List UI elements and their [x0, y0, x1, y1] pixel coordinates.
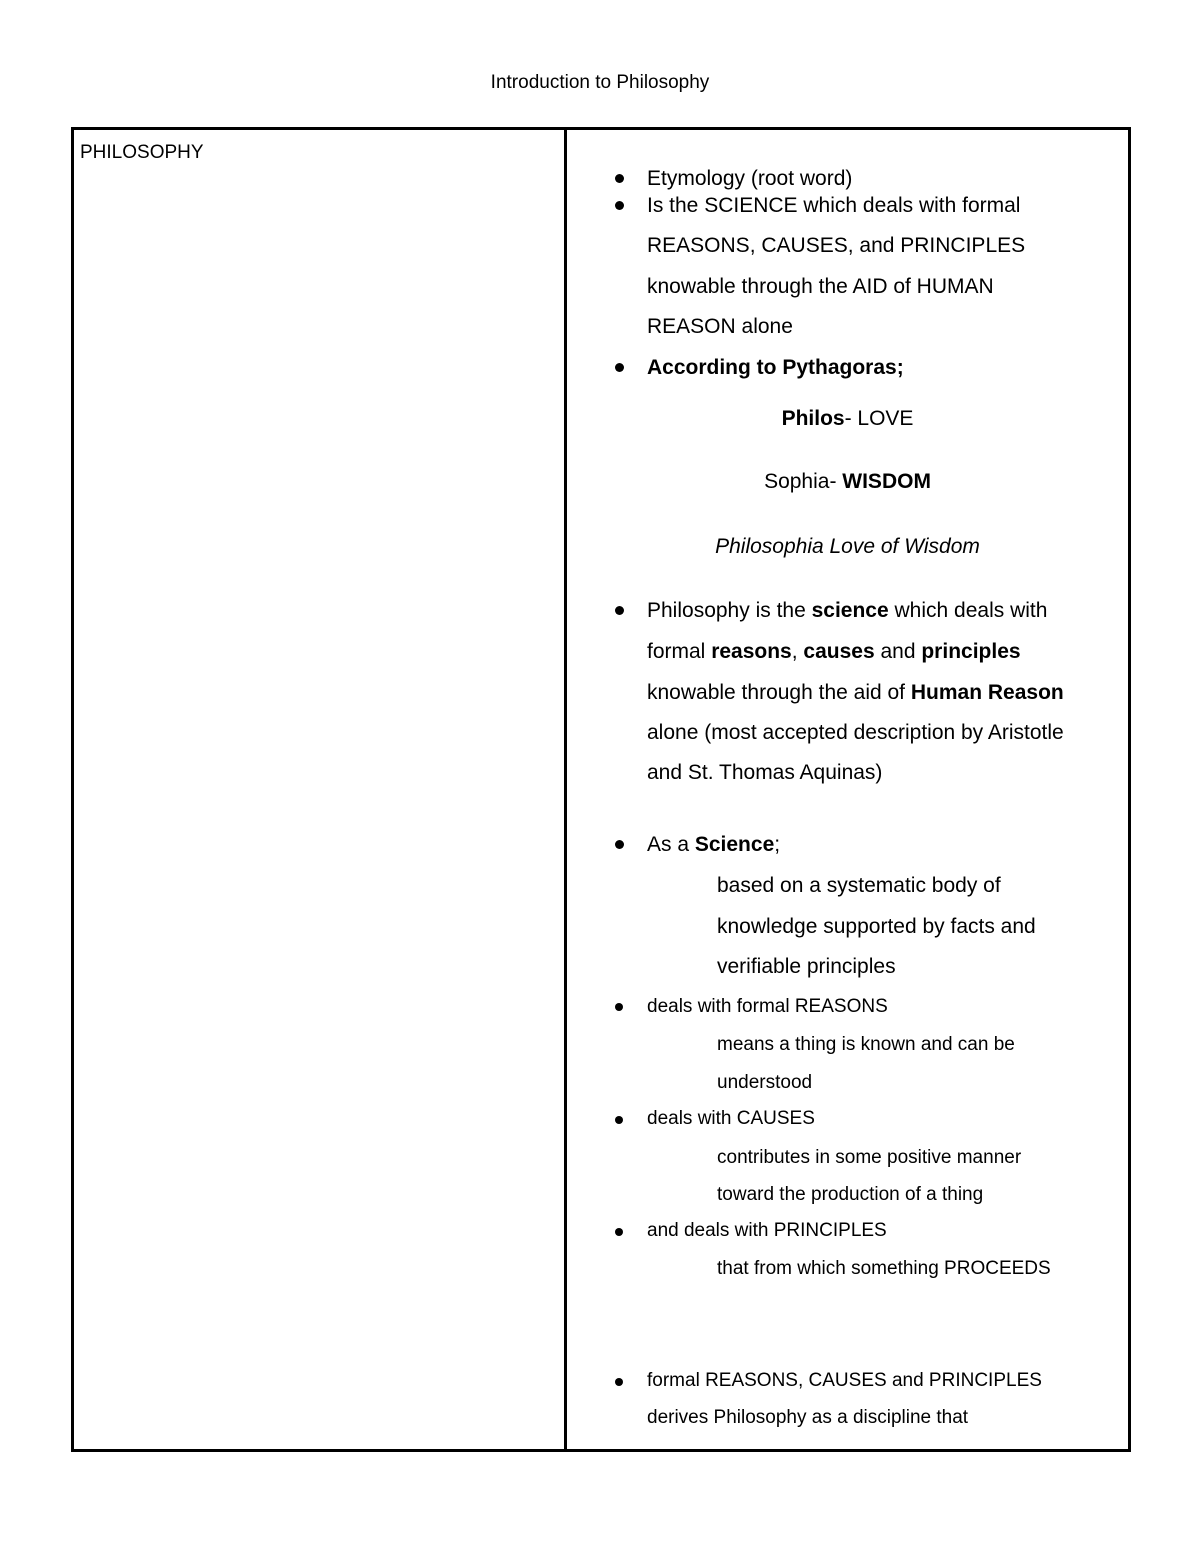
definition-line: knowable through the AID of HUMAN — [647, 275, 994, 298]
reasons-detail: understood — [717, 1072, 813, 1093]
text-span: which deals with — [888, 599, 1048, 622]
science-detail: based on a systematic body of — [717, 874, 1001, 897]
aristotle-line: and St. Thomas Aquinas) — [647, 761, 883, 784]
bullet-icon — [615, 363, 624, 372]
sophia-term: Sophia- — [764, 470, 843, 493]
etymology-text: Etymology (root word) — [647, 167, 853, 190]
bullet-icon — [615, 840, 624, 849]
causes-heading: deals with CAUSES — [647, 1108, 815, 1129]
bullet-icon — [615, 1378, 623, 1386]
reasons-detail: means a thing is known and can be — [717, 1034, 1015, 1055]
aristotle-line — [647, 600, 1047, 621]
science-detail: verifiable principles — [717, 955, 896, 978]
text-span: science — [811, 599, 889, 622]
page-header: Introduction to Philosophy — [490, 72, 710, 93]
causes-detail: contributes in some positive manner — [717, 1147, 1022, 1168]
definition-line: REASON alone — [647, 315, 793, 338]
text-span: Philosophy is the — [647, 599, 812, 622]
bullet-icon — [615, 174, 624, 183]
pythagoras-heading: According to Pythagoras; — [647, 356, 904, 379]
discipline-line: formal REASONS, CAUSES and PRINCIPLES — [647, 1370, 1042, 1391]
sophia-meaning: WISDOM — [842, 470, 931, 493]
principles-heading: and deals with PRINCIPLES — [647, 1220, 887, 1241]
reasons-heading: deals with formal REASONS — [647, 996, 888, 1017]
science-detail: knowledge supported by facts and — [717, 915, 1036, 938]
philosophia-line: Philosophia Love of Wisdom — [715, 535, 980, 558]
bullet-icon — [615, 1116, 623, 1124]
philos-line — [600, 408, 1095, 429]
science-heading — [647, 834, 780, 855]
text-span: ; — [774, 833, 781, 856]
text-span: reasons — [711, 640, 792, 663]
discipline-line: derives Philosophy as a discipline that — [647, 1407, 969, 1428]
text-span: , — [791, 640, 804, 663]
text-span: As a — [647, 833, 695, 856]
text-span: formal — [647, 640, 712, 663]
aristotle-line: alone (most accepted description by Aristotle — [647, 721, 1064, 744]
term-cell-label: PHILOSOPHY — [80, 142, 204, 163]
text-span: Science — [694, 833, 775, 856]
text-span: causes — [803, 640, 875, 663]
text-span: and — [874, 640, 922, 663]
definition-line: REASONS, CAUSES, and PRINCIPLES — [647, 234, 1026, 257]
aristotle-line — [647, 641, 1021, 662]
text-span: Human Reason — [910, 681, 1064, 704]
text-span: knowable through the aid of — [647, 681, 911, 704]
philos-meaning: - LOVE — [844, 407, 914, 430]
philos-term: Philos — [781, 407, 845, 430]
notes-table — [71, 127, 1131, 1452]
bullet-icon — [615, 1003, 623, 1011]
bullet-icon — [615, 606, 624, 615]
definition-line: Is the SCIENCE which deals with formal — [647, 194, 1021, 217]
aristotle-line — [647, 682, 1064, 703]
text-span: principles — [921, 640, 1021, 663]
bullet-icon — [615, 1228, 623, 1236]
causes-detail: toward the production of a thing — [717, 1184, 984, 1205]
column-divider — [564, 128, 567, 1452]
principles-detail: that from which something PROCEEDS — [717, 1258, 1051, 1279]
sophia-line — [600, 471, 1095, 492]
bullet-icon — [615, 201, 624, 210]
